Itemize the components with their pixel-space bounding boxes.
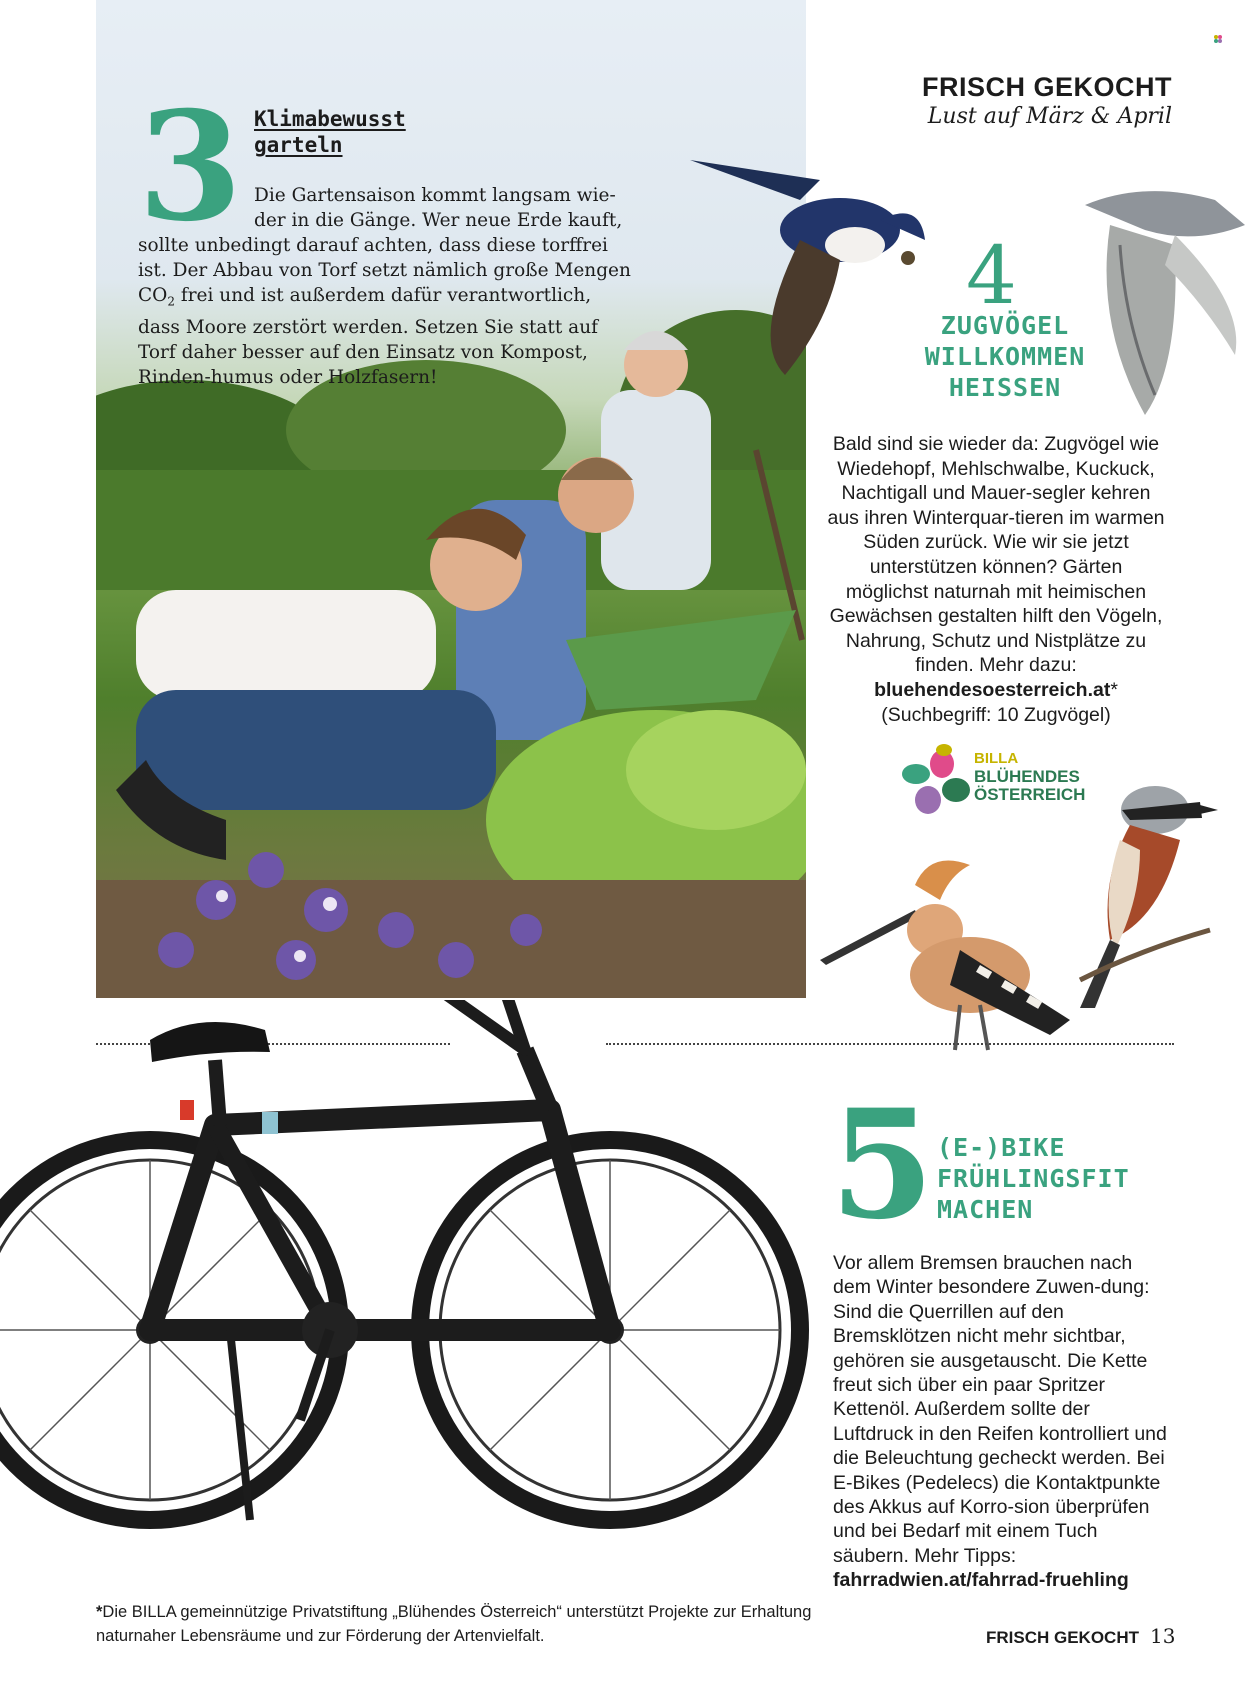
section5-title-line2: FRÜHLINGSFIT bbox=[937, 1164, 1130, 1193]
section5-title-line3: MACHEN bbox=[937, 1195, 1034, 1224]
section3-text-b1: sollte unbedingt darauf achten, dass diese torffrei ist. Der Abbau von Torf setzt nämlich große Mengen CO bbox=[138, 235, 631, 306]
logo-line2: BLÜHENDES bbox=[974, 767, 1080, 786]
logo-line3: ÖSTERREICH bbox=[974, 785, 1086, 804]
section5-title bbox=[937, 1132, 1130, 1225]
footnote bbox=[96, 1600, 816, 1648]
page-number: 13 bbox=[1150, 1624, 1176, 1648]
footnote-text: Die BILLA gemeinnützige Privatstiftung „Blühendes Österreich“ unterstützt Projekte zur Erhaltung naturnaher Lebensräume und zur Förderung der Artenvielfalt. bbox=[96, 1603, 812, 1645]
section4-text bbox=[826, 432, 1166, 727]
bicycle-image bbox=[0, 1000, 820, 1600]
section3-text-b bbox=[138, 233, 638, 390]
section3-text-b2: frei und ist außerdem dafür verantwortlich, dass Moore zerstört werden. Setzen Sie statt auf Torf daher besser auf den Einsatz von Kompost, Rinden-humus oder Holzfasern! bbox=[138, 285, 598, 388]
flower-logo-icon bbox=[894, 742, 974, 822]
section5-link[interactable]: fahrradwien.at/fahrrad-fruehling bbox=[833, 1569, 1129, 1592]
section4-search-hint: (Suchbegriff: 10 Zugvögel) bbox=[881, 703, 1111, 726]
section4-title-line1: ZUGVÖGEL bbox=[940, 311, 1070, 340]
section5-number: 5 bbox=[830, 1077, 935, 1253]
co2-subscript: 2 bbox=[167, 294, 175, 309]
section4-title-line2: WILLKOMMEN bbox=[924, 342, 1086, 371]
section5-text bbox=[833, 1251, 1173, 1593]
hoopoe-bird-image bbox=[820, 855, 1080, 1055]
logo-billa: BILLA bbox=[974, 750, 1019, 767]
header-subtitle: Lust auf März & April bbox=[927, 104, 1172, 129]
footnote-marker: * bbox=[96, 1603, 103, 1621]
section4-link-suffix: * bbox=[1110, 678, 1118, 701]
section3-number: 3 bbox=[138, 79, 243, 255]
section3-title bbox=[254, 106, 406, 158]
shrike-bird-image bbox=[1060, 780, 1220, 1010]
section5-body: Vor allem Bremsen brauchen nach dem Winter besondere Zuwen-dung: Sind die Querrillen auf den Bremsklötzen nicht mehr sichtbar, gehören sie ausgetauscht. Die Kette freut sich über ein paar Spritzer Kettenöl. Außerdem sollte der Luftdruck in den Reifen kontrolliert und die Beleuchtung gecheckt werden. Bei E-Bikes (Pedelecs) die Kontaktpunkte des Akkus auf Korro-sion überprüfen und bei Bedarf mit einem Tuch säubern. Mehr Tipps: bbox=[833, 1252, 1167, 1567]
section4-title-line3: HEISSEN bbox=[948, 373, 1062, 402]
corner-logo-icon bbox=[1213, 34, 1223, 44]
footer-brand: FRISCH GEKOCHT bbox=[986, 1628, 1139, 1647]
section4-number: 4 bbox=[966, 229, 1017, 322]
header-brand: FRISCH GEKOCHT bbox=[922, 72, 1172, 102]
section3-text-a: Die Gartensaison kommt langsam wie-der in die Gänge. Wer neue Erde kauft, bbox=[254, 185, 623, 231]
section4-link[interactable]: bluehendesoesterreich.at bbox=[874, 678, 1111, 701]
section5-title-line1: (E-)BIKE bbox=[937, 1133, 1066, 1162]
section3-title-line2: garteln bbox=[254, 133, 343, 157]
section4-title bbox=[880, 310, 1130, 403]
section3-title-line1: Klimabewusst bbox=[254, 107, 406, 131]
section4-body: Bald sind sie wieder da: Zugvögel wie Wiedehopf, Mehlschwalbe, Kuckuck, Nachtigall und Mauer-segler kehren aus ihren Winterquar-tieren im warmen Süden zurück. Wie wir sie jetzt unterstützen können? Gärten möglichst naturnah mit heimischen Gewächsen gestalten hilft den Vögeln, Nahrung, Schutz und Nistplätze zu finden. Mehr dazu: bbox=[827, 433, 1165, 677]
